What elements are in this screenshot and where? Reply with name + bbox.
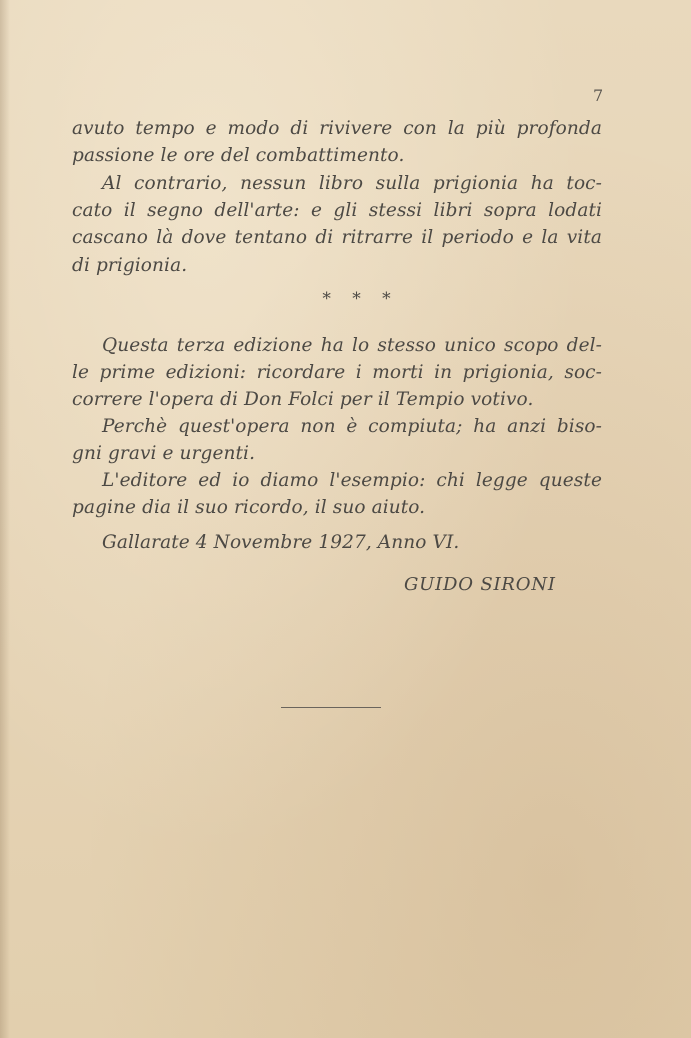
dateline: Gallarate 4 Novembre 1927, Anno VI. xyxy=(102,532,460,553)
section-break: * * * xyxy=(322,289,399,309)
text-line: pagine dia il suo ricordo, il suo aiuto. xyxy=(72,497,426,518)
text-line: le prime edizioni: ricordare i morti in prigionia, soc- xyxy=(72,362,602,383)
text-line: L'editore ed io diamo l'esempio: chi legge queste xyxy=(102,470,602,491)
author-signature: GUIDO SIRONI xyxy=(404,574,556,595)
text-line: passione le ore del combattimento. xyxy=(72,145,405,166)
page-number: 7 xyxy=(593,86,604,105)
text-line: cato il segno dell'arte: e gli stessi libri sopra lodati xyxy=(72,200,602,221)
text-line: cascano là dove tentano di ritrarre il periodo e la vita xyxy=(72,227,602,248)
text-line: gni gravi e urgenti. xyxy=(72,443,256,464)
closing-rule xyxy=(281,707,381,708)
text-line: Perchè quest'opera non è compiuta; ha anzi biso- xyxy=(102,416,602,437)
text-line: Questa terza edizione ha lo stesso unico scopo del- xyxy=(102,335,602,356)
binding-shadow xyxy=(0,0,10,1038)
text-line: avuto tempo e modo di rivivere con la più profonda xyxy=(72,118,602,139)
text-line: di prigionia. xyxy=(72,255,188,276)
text-line: correre l'opera di Don Folci per il Tempio votivo. xyxy=(72,389,534,410)
text-line: Al contrario, nessun libro sulla prigionia ha toc- xyxy=(102,173,602,194)
